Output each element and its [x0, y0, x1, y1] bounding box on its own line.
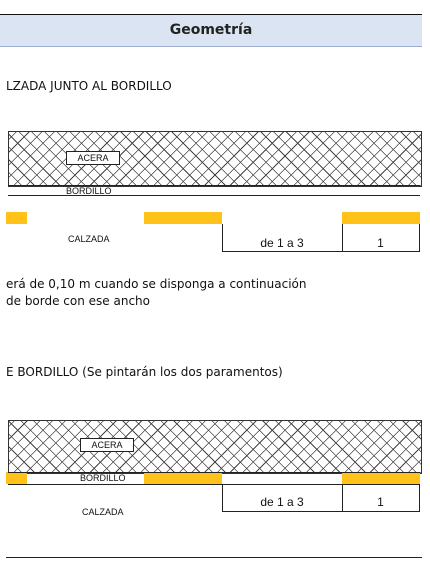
- yellow-mark: [6, 472, 27, 484]
- dim-line: [222, 251, 419, 252]
- acera-label: ACERA: [66, 151, 120, 165]
- calzada-label: CALZADA: [82, 507, 124, 517]
- curb-top-line: [8, 472, 420, 473]
- note-line-2: de borde con ese ancho: [6, 294, 151, 308]
- dim-tick: [419, 224, 420, 252]
- yellow-mark: [144, 472, 222, 484]
- dim-right-label: 1: [377, 236, 384, 250]
- yellow-mark: [6, 212, 27, 224]
- calzada-label: CALZADA: [68, 234, 110, 244]
- section1-title: LZADA JUNTO AL BORDILLO: [6, 79, 172, 93]
- dim-line: [222, 511, 419, 512]
- section2-title: E BORDILLO (Se pintarán los dos paramentos): [6, 365, 283, 379]
- sidewalk-hatch: [8, 420, 422, 474]
- acera-label: ACERA: [80, 438, 134, 452]
- bottom-divider: [6, 557, 422, 558]
- bordillo-label: BORDILLO: [80, 473, 126, 483]
- dim-tick: [419, 484, 420, 512]
- dim-left-label: de 1 a 3: [260, 495, 304, 509]
- header-title: Geometría: [169, 22, 253, 38]
- curb-bottom-line: [8, 484, 420, 485]
- note-line-1: erá de 0,10 m cuando se disponga a continuación: [6, 277, 307, 291]
- bordillo-label: BORDILLO: [66, 186, 112, 196]
- dim-left-label: de 1 a 3: [260, 236, 304, 250]
- yellow-mark: [342, 472, 420, 484]
- dim-right-label: 1: [377, 495, 384, 509]
- yellow-mark: [144, 212, 222, 224]
- yellow-mark: [342, 212, 420, 224]
- section-header: [0, 14, 422, 47]
